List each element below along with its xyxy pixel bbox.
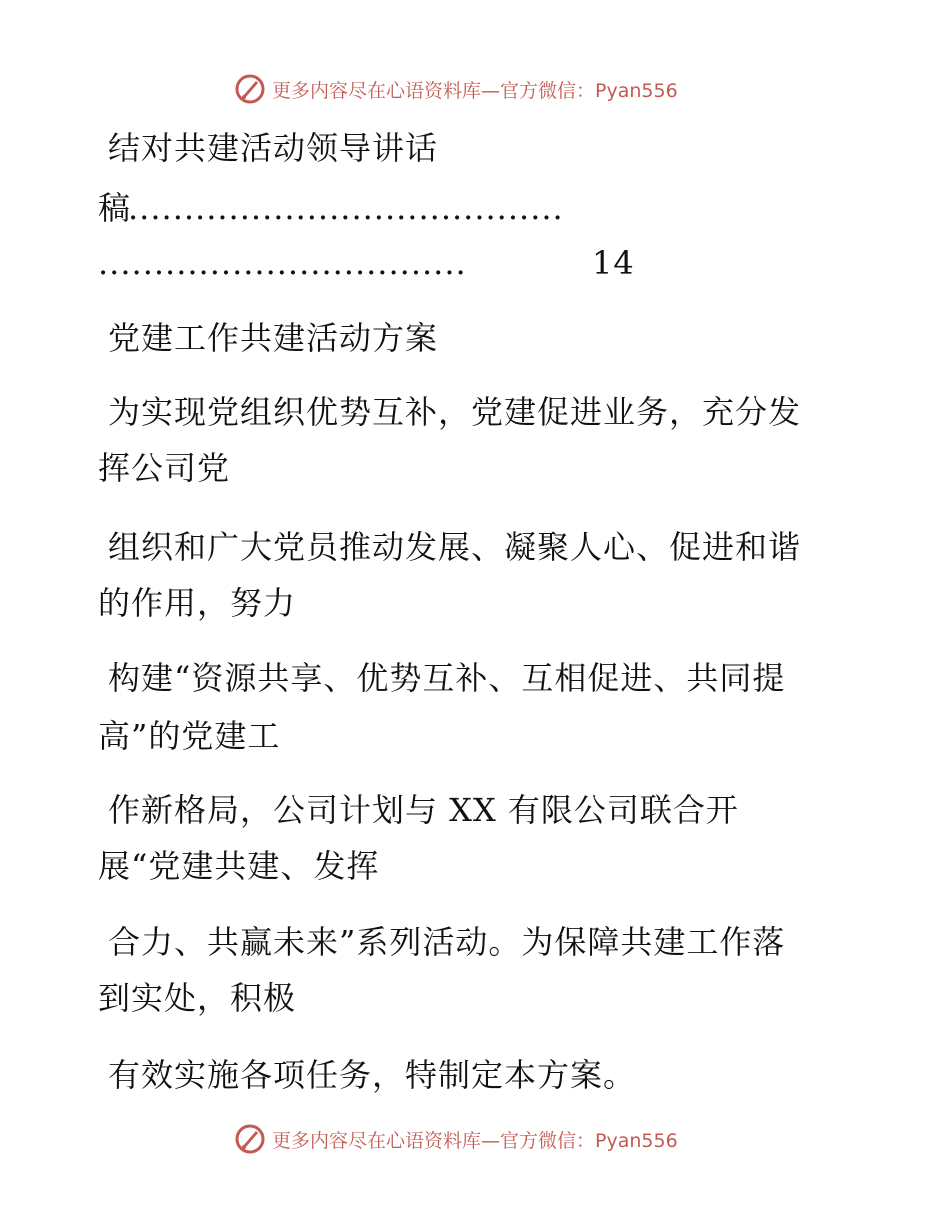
body-line: 有效实施各项任务，特制定本方案。 [108, 1056, 637, 1094]
body-line: 作新格局，公司计划与 XX 有限公司联合开 [108, 791, 739, 829]
body-line: 挥公司党 [98, 449, 231, 487]
watermark-text: 更多内容尽在心语资料库—官方微信：Pyan556 [272, 79, 678, 102]
toc-entry-title: 结对共建活动领导讲话 [108, 129, 439, 167]
body-line: 为实现党组织优势互补，党建促进业务，充分发 [108, 393, 802, 431]
toc-page-number: 14 [592, 244, 635, 282]
body-line: 构建“资源共享、优势互补、互相促进、共同提 [108, 659, 786, 697]
header-watermark [234, 72, 714, 106]
quill-logo-icon [234, 73, 266, 105]
toc-leader-dots-1: ....................................... [128, 189, 564, 227]
quill-logo-icon [234, 1123, 266, 1155]
body-line: 高”的党建工 [98, 717, 281, 755]
section-heading: 党建工作共建活动方案 [108, 319, 439, 357]
body-line: 的作用，努力 [98, 584, 297, 622]
toc-leader-dots-2: ................................. [98, 244, 467, 282]
footer-watermark [234, 1122, 714, 1156]
body-line: 合力、共赢未来”系列活动。为保障共建工作落 [108, 923, 786, 961]
body-line: 到实处，积极 [98, 979, 297, 1017]
toc-entry-title-tail: 稿 [98, 189, 132, 227]
watermark-text: 更多内容尽在心语资料库—官方微信：Pyan556 [272, 1129, 678, 1152]
body-line: 组织和广大党员推动发展、凝聚人心、促进和谐 [108, 528, 802, 566]
body-line: 展“党建共建、发挥 [98, 847, 380, 885]
